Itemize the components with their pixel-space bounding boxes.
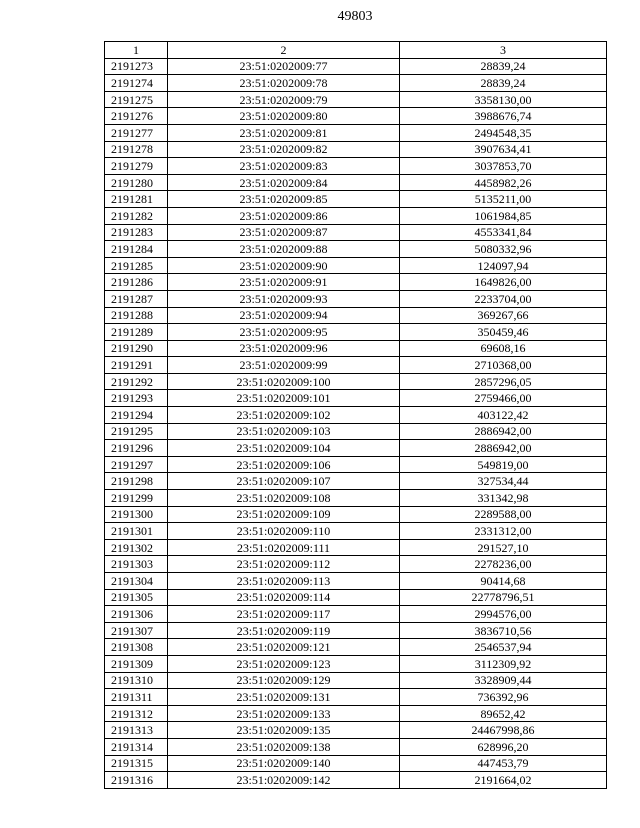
row-number-cell: 2191283	[105, 224, 168, 241]
value-cell: 369267,66	[400, 307, 607, 324]
cadastral-number-cell: 23:51:0202009:88	[168, 241, 400, 258]
row-number-cell: 2191310	[105, 672, 168, 689]
row-number-cell: 2191292	[105, 373, 168, 390]
row-number-cell: 2191300	[105, 506, 168, 523]
row-number-cell: 2191278	[105, 141, 168, 158]
cadastral-number-cell: 23:51:0202009:87	[168, 224, 400, 241]
row-number-cell: 2191315	[105, 755, 168, 772]
value-cell: 5135211,00	[400, 191, 607, 208]
row-number-cell: 2191276	[105, 108, 168, 125]
row-number-cell: 2191303	[105, 556, 168, 573]
row-number-cell: 2191280	[105, 174, 168, 191]
row-number-cell: 2191316	[105, 772, 168, 789]
row-number-cell: 2191297	[105, 456, 168, 473]
cadastral-number-cell: 23:51:0202009:123	[168, 655, 400, 672]
row-number-cell: 2191309	[105, 655, 168, 672]
cadastral-number-cell: 23:51:0202009:77	[168, 58, 400, 75]
table-row	[105, 174, 607, 191]
row-number-cell: 2191311	[105, 689, 168, 706]
cadastral-number-cell: 23:51:0202009:90	[168, 257, 400, 274]
value-cell: 22778796,51	[400, 589, 607, 606]
cadastral-number-cell: 23:51:0202009:108	[168, 490, 400, 507]
table-row	[105, 622, 607, 639]
cadastral-number-cell: 23:51:0202009:94	[168, 307, 400, 324]
value-cell: 628996,20	[400, 738, 607, 755]
value-cell: 327534,44	[400, 473, 607, 490]
cadastral-number-cell: 23:51:0202009:121	[168, 639, 400, 656]
row-number-cell: 2191284	[105, 241, 168, 258]
cadastral-number-cell: 23:51:0202009:119	[168, 622, 400, 639]
row-number-cell: 2191277	[105, 124, 168, 141]
row-number-cell: 2191286	[105, 274, 168, 291]
table-row	[105, 639, 607, 656]
cadastral-number-cell: 23:51:0202009:111	[168, 539, 400, 556]
table-row	[105, 506, 607, 523]
table-row	[105, 224, 607, 241]
row-number-cell: 2191273	[105, 58, 168, 75]
column-header-1: 1	[105, 42, 168, 59]
data-table	[104, 41, 607, 789]
value-cell: 3988676,74	[400, 108, 607, 125]
cadastral-number-cell: 23:51:0202009:112	[168, 556, 400, 573]
value-cell: 2494548,35	[400, 124, 607, 141]
row-number-cell: 2191287	[105, 290, 168, 307]
table-row	[105, 373, 607, 390]
row-number-cell: 2191289	[105, 324, 168, 341]
cadastral-number-cell: 23:51:0202009:78	[168, 75, 400, 92]
table-row	[105, 324, 607, 341]
value-cell: 28839,24	[400, 58, 607, 75]
table-row	[105, 755, 607, 772]
cadastral-number-cell: 23:51:0202009:95	[168, 324, 400, 341]
row-number-cell: 2191288	[105, 307, 168, 324]
row-number-cell: 2191274	[105, 75, 168, 92]
value-cell: 3836710,56	[400, 622, 607, 639]
table-row	[105, 738, 607, 755]
value-cell: 4553341,84	[400, 224, 607, 241]
row-number-cell: 2191306	[105, 606, 168, 623]
cadastral-number-cell: 23:51:0202009:100	[168, 373, 400, 390]
cadastral-number-cell: 23:51:0202009:117	[168, 606, 400, 623]
table-row	[105, 274, 607, 291]
table-row	[105, 340, 607, 357]
table-row	[105, 440, 607, 457]
table-row	[105, 772, 607, 789]
value-cell: 331342,98	[400, 490, 607, 507]
data-table-container	[104, 41, 607, 789]
table-row	[105, 655, 607, 672]
table-row	[105, 672, 607, 689]
cadastral-number-cell: 23:51:0202009:113	[168, 573, 400, 590]
value-cell: 1649826,00	[400, 274, 607, 291]
cadastral-number-cell: 23:51:0202009:85	[168, 191, 400, 208]
cadastral-number-cell: 23:51:0202009:96	[168, 340, 400, 357]
table-row	[105, 390, 607, 407]
table-row	[105, 722, 607, 739]
value-cell: 2994576,00	[400, 606, 607, 623]
cadastral-number-cell: 23:51:0202009:129	[168, 672, 400, 689]
table-row	[105, 207, 607, 224]
cadastral-number-cell: 23:51:0202009:109	[168, 506, 400, 523]
value-cell: 447453,79	[400, 755, 607, 772]
value-cell: 3358130,00	[400, 91, 607, 108]
row-number-cell: 2191275	[105, 91, 168, 108]
value-cell: 2191664,02	[400, 772, 607, 789]
value-cell: 2886942,00	[400, 440, 607, 457]
value-cell: 736392,96	[400, 689, 607, 706]
value-cell: 3037853,70	[400, 158, 607, 175]
table-row	[105, 124, 607, 141]
cadastral-number-cell: 23:51:0202009:83	[168, 158, 400, 175]
value-cell: 3907634,41	[400, 141, 607, 158]
cadastral-number-cell: 23:51:0202009:82	[168, 141, 400, 158]
table-row	[105, 75, 607, 92]
cadastral-number-cell: 23:51:0202009:107	[168, 473, 400, 490]
table-row	[105, 689, 607, 706]
value-cell: 350459,46	[400, 324, 607, 341]
row-number-cell: 2191314	[105, 738, 168, 755]
value-cell: 124097,94	[400, 257, 607, 274]
cadastral-number-cell: 23:51:0202009:81	[168, 124, 400, 141]
value-cell: 69608,16	[400, 340, 607, 357]
cadastral-number-cell: 23:51:0202009:106	[168, 456, 400, 473]
value-cell: 5080332,96	[400, 241, 607, 258]
table-row	[105, 290, 607, 307]
cadastral-number-cell: 23:51:0202009:133	[168, 705, 400, 722]
table-row	[105, 141, 607, 158]
column-header-3: 3	[400, 42, 607, 59]
value-cell: 2886942,00	[400, 423, 607, 440]
table-row	[105, 158, 607, 175]
cadastral-number-cell: 23:51:0202009:80	[168, 108, 400, 125]
row-number-cell: 2191304	[105, 573, 168, 590]
cadastral-number-cell: 23:51:0202009:131	[168, 689, 400, 706]
table-row	[105, 539, 607, 556]
value-cell: 2331312,00	[400, 523, 607, 540]
cadastral-number-cell: 23:51:0202009:140	[168, 755, 400, 772]
value-cell: 2233704,00	[400, 290, 607, 307]
table-body	[105, 58, 607, 788]
table-row	[105, 191, 607, 208]
cadastral-number-cell: 23:51:0202009:93	[168, 290, 400, 307]
row-number-cell: 2191305	[105, 589, 168, 606]
row-number-cell: 2191307	[105, 622, 168, 639]
table-row	[105, 423, 607, 440]
value-cell: 28839,24	[400, 75, 607, 92]
value-cell: 549819,00	[400, 456, 607, 473]
table-row	[105, 58, 607, 75]
row-number-cell: 2191282	[105, 207, 168, 224]
cadastral-number-cell: 23:51:0202009:79	[168, 91, 400, 108]
row-number-cell: 2191308	[105, 639, 168, 656]
cadastral-number-cell: 23:51:0202009:138	[168, 738, 400, 755]
row-number-cell: 2191281	[105, 191, 168, 208]
value-cell: 24467998,86	[400, 722, 607, 739]
cadastral-number-cell: 23:51:0202009:101	[168, 390, 400, 407]
page-number: 49803	[337, 9, 373, 24]
cadastral-number-cell: 23:51:0202009:135	[168, 722, 400, 739]
value-cell: 2857296,05	[400, 373, 607, 390]
table-row	[105, 456, 607, 473]
value-cell: 403122,42	[400, 407, 607, 424]
value-cell: 90414,68	[400, 573, 607, 590]
value-cell: 3112309,92	[400, 655, 607, 672]
table-row	[105, 91, 607, 108]
row-number-cell: 2191291	[105, 357, 168, 374]
column-header-2: 2	[168, 42, 400, 59]
cadastral-number-cell: 23:51:0202009:114	[168, 589, 400, 606]
value-cell: 2759466,00	[400, 390, 607, 407]
row-number-cell: 2191290	[105, 340, 168, 357]
value-cell: 2546537,94	[400, 639, 607, 656]
value-cell: 4458982,26	[400, 174, 607, 191]
cadastral-number-cell: 23:51:0202009:103	[168, 423, 400, 440]
value-cell: 291527,10	[400, 539, 607, 556]
value-cell: 2710368,00	[400, 357, 607, 374]
value-cell: 3328909,44	[400, 672, 607, 689]
table-row	[105, 705, 607, 722]
row-number-cell: 2191296	[105, 440, 168, 457]
row-number-cell: 2191295	[105, 423, 168, 440]
table-row	[105, 307, 607, 324]
cadastral-number-cell: 23:51:0202009:104	[168, 440, 400, 457]
table-row	[105, 473, 607, 490]
table-row	[105, 606, 607, 623]
value-cell: 1061984,85	[400, 207, 607, 224]
cadastral-number-cell: 23:51:0202009:84	[168, 174, 400, 191]
table-row	[105, 490, 607, 507]
value-cell: 2278236,00	[400, 556, 607, 573]
table-row	[105, 257, 607, 274]
row-number-cell: 2191294	[105, 407, 168, 424]
cadastral-number-cell: 23:51:0202009:102	[168, 407, 400, 424]
cadastral-number-cell: 23:51:0202009:91	[168, 274, 400, 291]
table-row	[105, 589, 607, 606]
table-row	[105, 556, 607, 573]
row-number-cell: 2191302	[105, 539, 168, 556]
row-number-cell: 2191301	[105, 523, 168, 540]
row-number-cell: 2191313	[105, 722, 168, 739]
row-number-cell: 2191298	[105, 473, 168, 490]
cadastral-number-cell: 23:51:0202009:99	[168, 357, 400, 374]
row-number-cell: 2191312	[105, 705, 168, 722]
row-number-cell: 2191299	[105, 490, 168, 507]
table-row	[105, 523, 607, 540]
cadastral-number-cell: 23:51:0202009:142	[168, 772, 400, 789]
table-header-row	[105, 42, 607, 59]
table-row	[105, 407, 607, 424]
row-number-cell: 2191293	[105, 390, 168, 407]
row-number-cell: 2191285	[105, 257, 168, 274]
cadastral-number-cell: 23:51:0202009:110	[168, 523, 400, 540]
value-cell: 89652,42	[400, 705, 607, 722]
table-row	[105, 573, 607, 590]
row-number-cell: 2191279	[105, 158, 168, 175]
table-row	[105, 357, 607, 374]
value-cell: 2289588,00	[400, 506, 607, 523]
table-row	[105, 108, 607, 125]
cadastral-number-cell: 23:51:0202009:86	[168, 207, 400, 224]
table-row	[105, 241, 607, 258]
